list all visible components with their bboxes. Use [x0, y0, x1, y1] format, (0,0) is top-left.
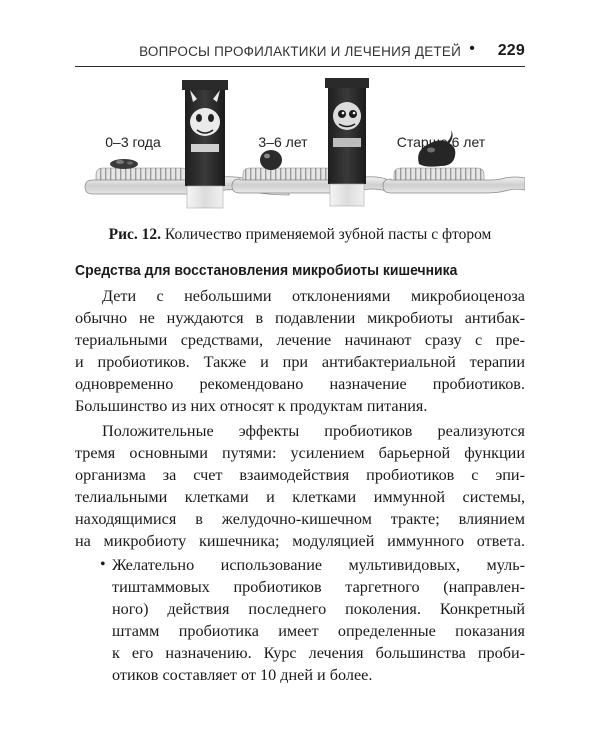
- paragraph-1-line-4: и пробиотиков. Также и при антибактериальной терапии: [75, 353, 525, 371]
- paragraph-1-line-2: обычно не нуждаются в подавлении микробиоты антибак-: [75, 309, 525, 327]
- toothpaste-tube-1: [182, 80, 228, 208]
- figure-caption: [75, 226, 525, 244]
- bullet-marker: •: [100, 556, 106, 573]
- figure-caption-label: Рис. 12.: [108, 226, 162, 243]
- running-head-title: ВОПРОСЫ ПРОФИЛАКТИКИ И ЛЕЧЕНИЯ ДЕТЕЙ: [139, 44, 461, 59]
- paragraph-2-line-6: на микробиоту кишечника; модуляцией иммунного ответа.: [75, 532, 525, 550]
- toothpaste-smear-small: [110, 159, 138, 169]
- age-label-over-6: Старше 6 лет: [396, 134, 486, 150]
- age-label-0-3: 0–3 года: [105, 134, 161, 150]
- section-heading: Средства для восстановления микробиоты кишечника: [75, 262, 458, 279]
- bullet-line-5: к его назначению. Курс лечения большинства проби-: [112, 644, 525, 662]
- toothpaste-figure: [75, 72, 525, 222]
- paragraph-2-line-3: организма за счет взаимодействия пробиотиков с эпи-: [75, 466, 525, 484]
- bullet-line-3: ного) действия последнего поколения. Конкретный: [112, 600, 525, 618]
- running-head-dot: •: [469, 40, 475, 57]
- toothbrush-3: [383, 168, 525, 193]
- running-head: [75, 36, 525, 67]
- bullet-line-1: Желательно использование мультивидовых, муль-: [112, 556, 525, 574]
- paragraph-1-line-5: одновременно рекомендовано назначение пробиотиков.: [75, 375, 525, 393]
- toothpaste-tube-2: [325, 78, 369, 206]
- paragraph-1-line-6: Большинство из них относят к продуктам питания.: [75, 397, 428, 415]
- paragraph-2-line-5: находящимися в желудочно-кишечном тракте; влиянием: [75, 510, 525, 528]
- age-label-3-6: 3–6 лет: [258, 134, 308, 150]
- paragraph-2-line-2: тремя основными путями: усилением барьерной функции: [75, 444, 525, 462]
- paragraph-2-line-4: телиальными клетками и клетками иммунной системы,: [75, 488, 525, 506]
- bullet-line-2: тиштаммовых пробиотиков таргетного (направлен-: [112, 578, 525, 596]
- paragraph-2-line-1: Положительные эффекты пробиотиков реализуются: [102, 422, 525, 440]
- bullet-line-4: штамм пробиотика имеет определенные показания: [112, 622, 525, 640]
- paragraph-1-line-1: Дети с небольшими отклонениями микробиоценоза: [102, 287, 525, 305]
- toothpaste-illustration: [75, 72, 525, 222]
- figure-caption-text: Количество применяемой зубной пасты с фтором: [161, 226, 492, 243]
- toothpaste-pea-size: [260, 150, 282, 170]
- paragraph-1-line-3: териальными средствами, лечение начинают сразу с пре-: [75, 331, 525, 349]
- page-number: 229: [497, 42, 525, 59]
- bullet-line-6: отиков составляет от 10 дней и более.: [112, 666, 373, 684]
